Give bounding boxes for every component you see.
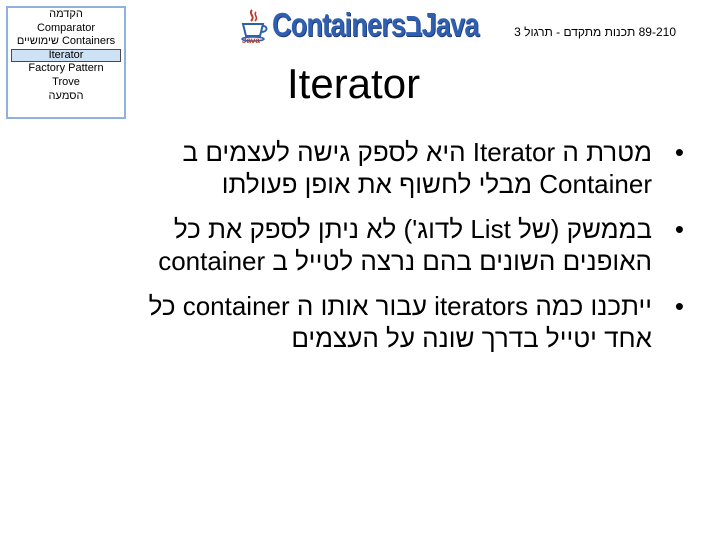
- slide-title: Iterator: [287, 60, 421, 107]
- bullet-line: בממשק (של List לדוג') לא ניתן לספק את כל: [173, 214, 652, 244]
- nav-item-trove[interactable]: Trove: [52, 75, 80, 88]
- bullet-line: Container מבלי לחשוף את אופן פעולתו: [221, 169, 652, 199]
- brand-wordmark: ContainersבJava: [272, 6, 479, 43]
- bullet-item: [44, 136, 684, 200]
- bullet-line: אחד יטייל בדרך שונה על העצמים: [291, 323, 652, 353]
- bullet-item: [44, 213, 684, 277]
- nav-item-comparator[interactable]: Comparator: [36, 21, 96, 34]
- bullet-list: [44, 136, 684, 367]
- nav-item-summary[interactable]: הסמעה: [48, 89, 84, 102]
- bullet-line: ייתכנו כמה iterators עבור אותו ה container כל: [148, 291, 652, 321]
- course-header: 89-210 תכנות מתקדם - תרגול 3: [514, 25, 676, 39]
- bullet-dot-icon: •: [674, 291, 684, 321]
- nav-item-factory-pattern[interactable]: Factory Pattern: [28, 62, 104, 75]
- java-logo-caption: Java: [242, 36, 260, 45]
- nav-item-iterator[interactable]: Iterator: [11, 49, 121, 63]
- bullet-item: [44, 290, 684, 354]
- bullet-line: האופנים השונים בהם נרצה לטייל ב container: [158, 246, 652, 276]
- bullet-dot-icon: •: [674, 137, 684, 167]
- nav-item-intro[interactable]: הקדמה: [49, 8, 83, 20]
- nav-item-useful-containers[interactable]: Containers שימושיים: [16, 35, 116, 48]
- bullet-line: מטרת ה Iterator היא לספק גישה לעצמים ב: [182, 137, 652, 167]
- bullet-dot-icon: •: [674, 214, 684, 244]
- section-nav: [6, 6, 126, 119]
